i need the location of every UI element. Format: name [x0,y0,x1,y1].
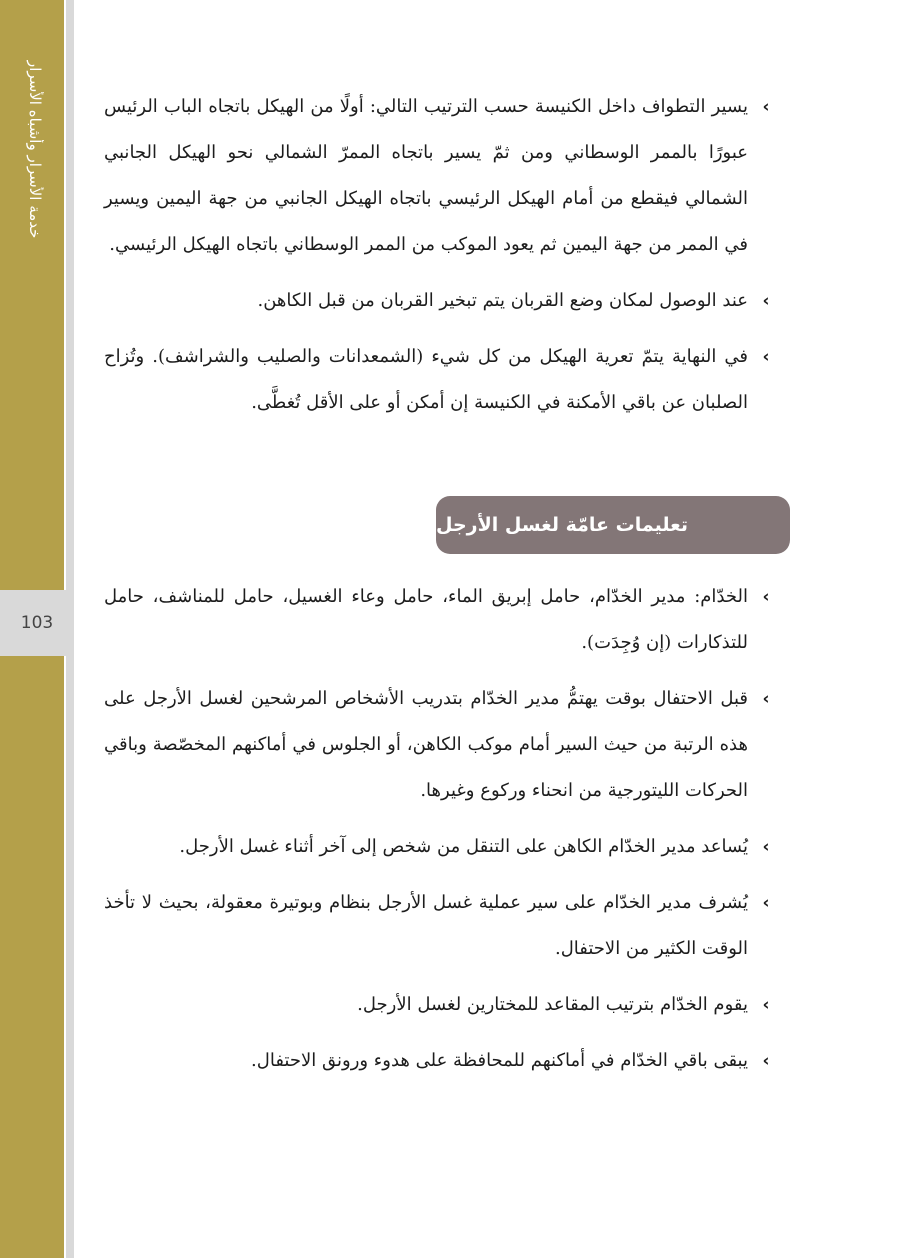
list-item [104,278,776,324]
list-item-text: قبل الاحتفال بوقت يهتمُّ مدير الخدّام بتدريب الأشخاص المرشحين لغسل الأرجل على هذه الرتبة من حيث السير أمام موكب الكاهن، أو الجلوس في أماكنهم المخصّصة وباقي الحركات الليتورجية من انحناء وركوع وغيرها. [104,688,748,801]
list-item [104,880,776,972]
list-item [104,334,776,426]
list-item-text: يقوم الخدّام بترتيب المقاعد للمختارين لغسل الأرجل. [357,994,748,1015]
list-item-text: يبقى باقي الخدّام في أماكنهم للمحافظة على هدوء ورونق الاحتفال. [251,1050,748,1071]
chevron-bullet-icon: › [762,689,770,709]
list-item-text: الخدّام: مدير الخدّام، حامل إبريق الماء، حامل وعاء الغسيل، حامل للمناشف، حامل للتذكارات (إن وُجِدَت). [104,586,748,653]
chevron-bullet-icon: › [762,587,770,607]
chevron-bullet-icon: › [762,291,770,311]
list-item [104,84,776,268]
list-item-text: يُشرف مدير الخدّام على سير عملية غسل الأرجل بنظام وبوتيرة معقولة، بحيث لا تأخذ الوقت الكثير من الاحتفال. [104,892,748,959]
page-number: 103 [20,613,54,633]
page-number-tab [0,590,74,656]
list-item-text: في النهاية يتمّ تعرية الهيكل من كل شيء (الشمعدانات والصليب والشراشف). وتُزاح الصلبان عن باقي الأمكنة في الكنيسة إن أمكن أو على الأقل تُغطَّى. [104,346,748,413]
bullet-list-foot-washing [104,574,776,1084]
list-item [104,1038,776,1084]
list-item [104,824,776,870]
chevron-bullet-icon: › [762,347,770,367]
running-title: خدمة الأسرار وأشباه الأسرار [26,60,44,239]
chevron-bullet-icon: › [762,837,770,857]
list-item [104,574,776,666]
chevron-bullet-icon: › [762,97,770,117]
list-item [104,982,776,1028]
chevron-bullet-icon: › [762,995,770,1015]
bullet-list-procession [104,84,776,426]
chevron-bullet-icon: › [762,1051,770,1071]
section-procession [104,84,776,436]
list-item-text: يُساعد مدير الخدّام الكاهن على التنقل من شخص إلى آخر أثناء غسل الأرجل. [179,836,748,857]
list-item-text: يسير التطواف داخل الكنيسة حسب الترتيب التالي: أولًا من الهيكل باتجاه الباب الرئيس عبورًا بالممر الوسطاني ومن ثمّ يسير باتجاه الممرّ الشمالي نحو الهيكل الجانبي الشمالي فيقطع من أمام الهيكل الرئيسي باتجاه الهيكل الجانبي من جهة اليمين ويسير في الممر من جهة اليمين ثم يعود الموكب من الممر الوسطاني باتجاه الهيكل الرئيسي. [104,96,748,255]
list-item-text: عند الوصول لمكان وضع القربان يتم تبخير القربان من قبل الكاهن. [257,290,748,311]
list-item [104,676,776,814]
section-heading-text: تعليمات عامّة لغسل الأرجل [436,514,688,536]
section-foot-washing [104,574,776,1094]
section-heading [436,496,790,554]
chevron-bullet-icon: › [762,893,770,913]
